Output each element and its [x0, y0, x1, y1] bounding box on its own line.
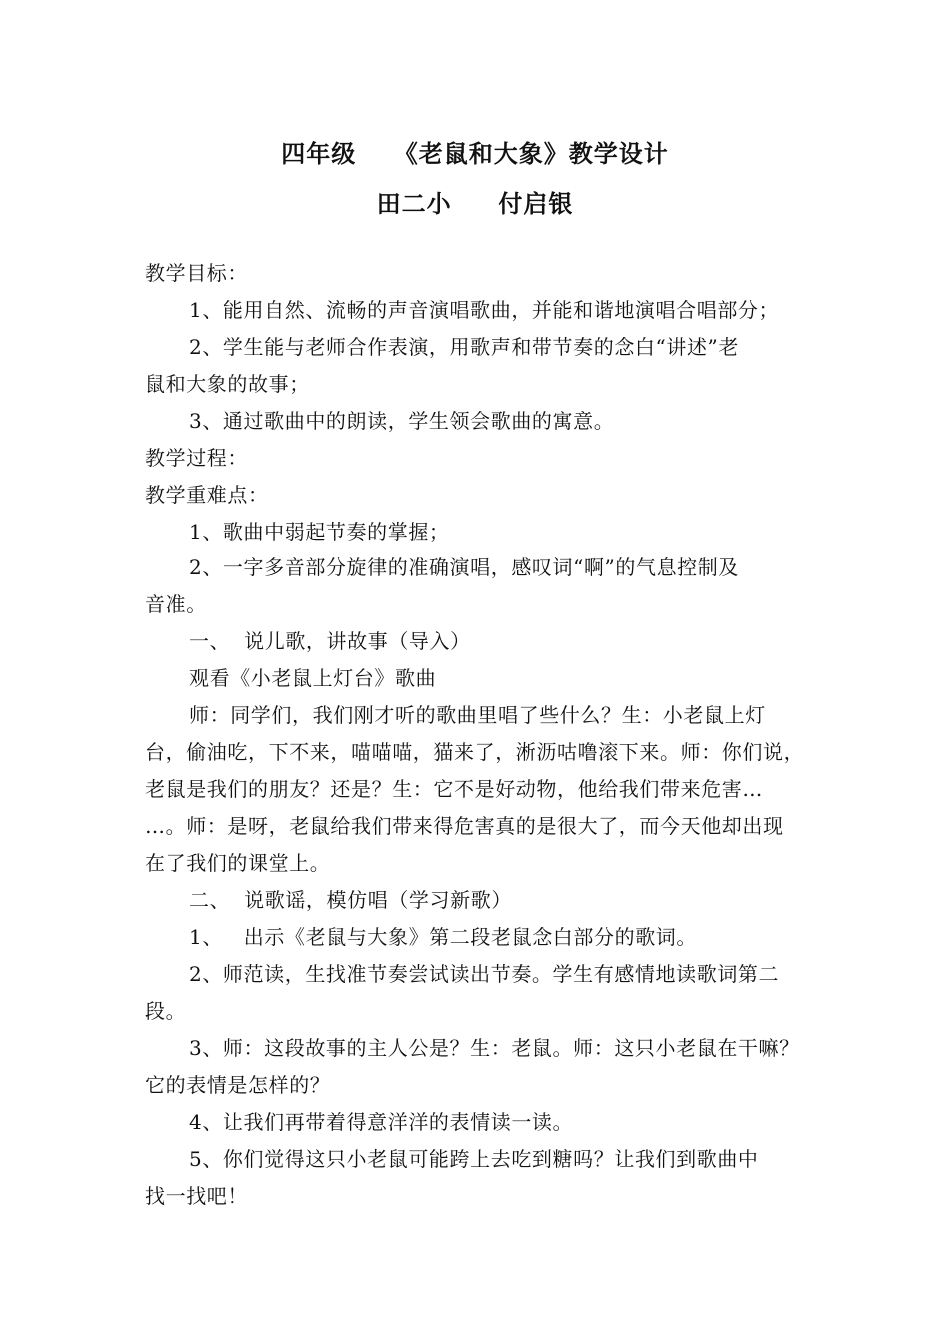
key-point-2: 2、一字多音部分旋律的准确演唱，感叹词“啊”的气息控制及 [189, 555, 739, 579]
section-1-paragraph: 师：同学们，我们刚才听的歌曲里唱了些什么？生：小老鼠上灯 [189, 703, 766, 727]
section-2-step-5: 5、你们觉得这只小老鼠可能跨上去吃到糖吗？让我们到歌曲中 [189, 1147, 759, 1171]
section-1-line-1: 观看《小老鼠上灯台》歌曲 [189, 666, 437, 690]
section-2-step-4: 4、让我们再带着得意洋洋的表情读一读。 [189, 1110, 574, 1134]
section-1-paragraph-cont: 在了我们的课堂上。 [145, 851, 331, 875]
section-2-step-5-cont: 找一找吧！ [145, 1184, 248, 1208]
goal-3: 3、通过歌曲中的朗读，学生领会歌曲的寓意。 [189, 409, 615, 433]
section-1-paragraph-cont: …。师：是呀，老鼠给我们带来得危害真的是很大了，而今天他却出现 [145, 814, 784, 838]
section-1-paragraph-cont: 台，偷油吃，下不来，喵喵喵，猫来了，淅沥咕噜滚下来。师：你们说， [145, 740, 805, 764]
heading-teaching-goals: 教学目标： [145, 261, 248, 285]
document-author: 田二小 付启银 [376, 190, 574, 218]
section-2-step-3: 3、师：这段故事的主人公是？生：老鼠。师：这只小老鼠在干嘛？ [189, 1036, 800, 1060]
heading-key-points: 教学重难点： [145, 483, 269, 507]
goal-2: 2、学生能与老师合作表演，用歌声和带节奏的念白“讲述”老 [189, 335, 739, 359]
document-title: 四年级 《老鼠和大象》教学设计 [281, 140, 669, 168]
goal-1: 1、能用自然、流畅的声音演唱歌曲，并能和谐地演唱合唱部分； [189, 298, 780, 322]
key-point-2-cont: 音准。 [145, 592, 207, 616]
section-2-step-2: 2、师范读，生找准节奏尝试读出节奏。学生有感情地读歌词第二 [189, 962, 780, 986]
key-point-1: 1、歌曲中弱起节奏的掌握； [189, 520, 450, 544]
goal-2-cont: 鼠和大象的故事； [145, 372, 310, 396]
section-1-paragraph-cont: 老鼠是我们的朋友？还是？生：它不是好动物，他给我们带来危害… [145, 777, 763, 801]
section-2-heading: 二、 说歌谣，模仿唱（学习新歌） [189, 888, 512, 912]
section-1-heading: 一、 说儿歌，讲故事（导入） [189, 629, 471, 653]
section-2-step-3-cont: 它的表情是怎样的？ [145, 1073, 331, 1097]
section-2-step-1: 1、 出示《老鼠与大象》第二段老鼠念白部分的歌词。 [189, 925, 697, 949]
heading-teaching-process: 教学过程： [145, 446, 248, 470]
section-2-step-2-cont: 段。 [145, 999, 187, 1023]
